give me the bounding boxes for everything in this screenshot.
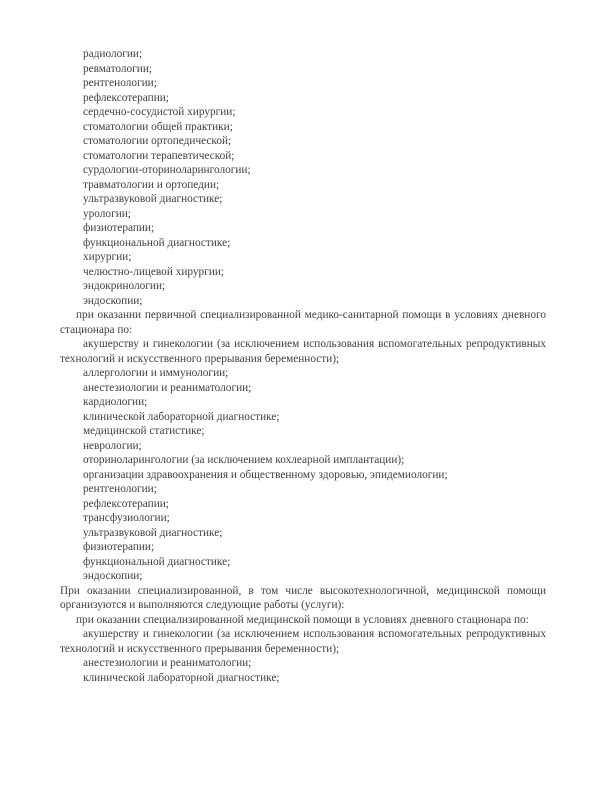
text-line: При оказании специализированной, в том числе высокотехнологичной, медицинской помощи организуются и выполняются следующие работы (услуги): xyxy=(60,584,546,611)
text-line: оториноларингологии (за исключением кохлеарной имплантации); xyxy=(83,454,405,466)
text-line: при оказании специализированной медицинской помощи в условиях дневного стационара по: xyxy=(76,613,529,626)
text-line: ультразвуковой диагностике; xyxy=(83,193,223,205)
text-line: эндокринологии; xyxy=(83,280,166,292)
text-line: при оказании первичной специализированной медико-санитарной помощи в условиях дневного стационара по: xyxy=(60,309,546,336)
text-line: ревматологии; xyxy=(83,62,153,75)
text-line: организации здравоохранения и общественному здоровью, эпидемиологии; xyxy=(83,468,448,481)
text-line: физиотерапии; xyxy=(83,222,155,234)
text-line: функциональной диагностике; xyxy=(83,236,231,249)
text-line: акушерству и гинекологии (за исключением использования вспомогательных репродуктивных технологий и искусственного прерывания беременности); xyxy=(60,628,546,655)
text-line: рентгенологии; xyxy=(83,483,157,495)
text-line: анестезиологии и реаниматологии; xyxy=(83,381,252,394)
text-line: клинической лабораторной диагностике; xyxy=(83,410,280,423)
text-line: эндоскопии; xyxy=(83,294,143,307)
text-line: неврологии; xyxy=(83,439,142,452)
text-line: акушерству и гинекологии (за исключением использования вспомогательных репродуктивных технологий и искусственного прерывания беременности); xyxy=(60,338,546,365)
text-line: стоматологии общей практики; xyxy=(83,120,233,133)
text-line: медицинской статистике; xyxy=(83,425,205,437)
text-line: рентгенологии; xyxy=(83,77,157,89)
text-line: трансфузиологии; xyxy=(83,512,170,524)
text-line: челюстно-лицевой хирургии; xyxy=(83,265,225,278)
text-line: анестезиологии и реаниматологии; xyxy=(83,657,252,669)
text-line: сурдологии-оториноларингологии; xyxy=(83,164,251,176)
text-line: кардиологии; xyxy=(83,396,148,408)
text-line: хирургии; xyxy=(83,251,132,263)
text-line: ультразвуковой диагностике; xyxy=(83,526,223,539)
text-line: клинической лабораторной диагностике; xyxy=(83,671,280,684)
text-line: урологии; xyxy=(83,207,131,220)
text-line: рефлексотерапии; xyxy=(83,497,169,510)
text-line: стоматологии терапевтической; xyxy=(83,149,235,162)
text-line: функциональной диагностике; xyxy=(83,555,231,568)
text-line: рефлексотерапии; xyxy=(83,91,169,104)
text-line: сердечно-сосудистой хирургии; xyxy=(83,106,236,118)
text-line: стоматологии ортопедической; xyxy=(83,135,232,147)
document-body xyxy=(60,47,546,685)
text-line: физиотерапии; xyxy=(83,541,155,553)
text-line: радиологии; xyxy=(83,48,143,60)
text-line: аллергологии и иммунологии; xyxy=(83,367,229,379)
text-line: эндоскопии; xyxy=(83,570,143,582)
text-line: травматологии и ортопедии; xyxy=(83,178,220,191)
